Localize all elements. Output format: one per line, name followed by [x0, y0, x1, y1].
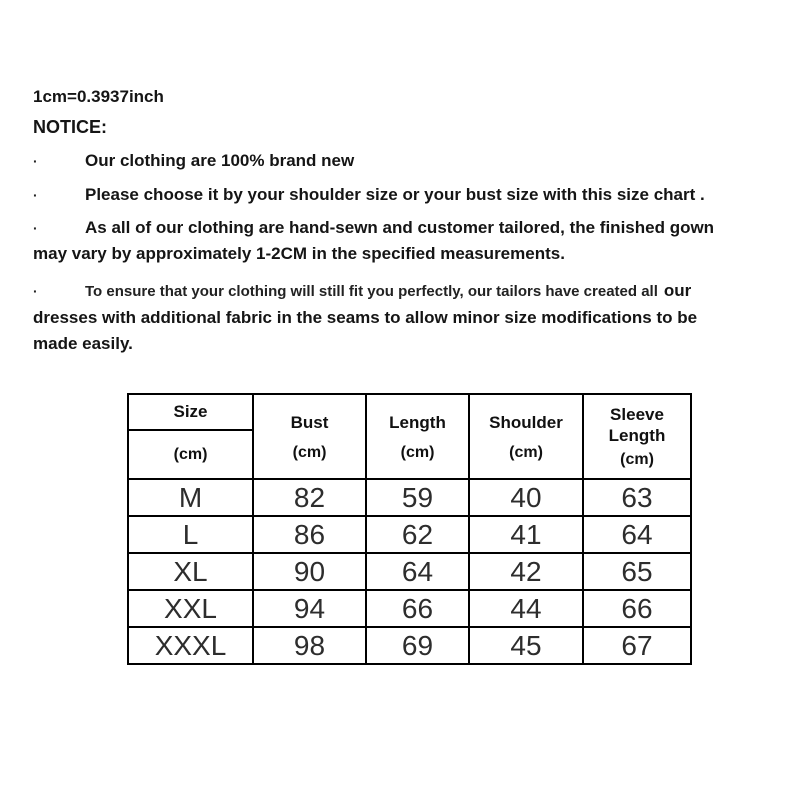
size-value: XXXL — [128, 627, 253, 664]
length-value: 62 — [366, 516, 469, 553]
shoulder-value: 40 — [469, 479, 583, 516]
table-row-m — [128, 479, 691, 516]
bullet-dot: · — [33, 283, 38, 299]
bullet-line — [33, 215, 773, 241]
header-cell-bust: Bust (cm) — [253, 394, 366, 479]
header-size-unit: (cm) — [173, 445, 208, 463]
bullet-text-small: To ensure that your clothing will still fit you perfectly, our tailors have created all our — [85, 281, 692, 300]
size-chart-table — [127, 393, 692, 665]
bust-value: 98 — [253, 627, 366, 664]
bust-value: 82 — [253, 479, 366, 516]
sleeve-length-value: 66 — [583, 590, 691, 627]
table-header-row — [128, 394, 691, 479]
bullet-item-brand-new — [33, 148, 773, 174]
bullet-line — [33, 278, 773, 305]
bullet-text: Please choose it by your shoulder size or your bust size with this size chart . — [85, 185, 705, 204]
length-value: 64 — [366, 553, 469, 590]
bullet-text: As all of our clothing are hand-sewn and customer tailored, the finished gown — [85, 218, 715, 237]
bust-value: 94 — [253, 590, 366, 627]
size-value: XXL — [128, 590, 253, 627]
bullet-item-choose-size — [33, 182, 773, 208]
size-chart-table-container — [127, 393, 692, 665]
bullet-text-tail: our — [663, 281, 692, 300]
header-cell-length: Length (cm) — [366, 394, 469, 479]
bullet-continuation-line: made easily. — [33, 334, 133, 353]
shoulder-value: 42 — [469, 553, 583, 590]
shoulder-value: 41 — [469, 516, 583, 553]
size-value: XL — [128, 553, 253, 590]
length-value: 59 — [366, 479, 469, 516]
notice-text-block — [33, 84, 773, 365]
bullet-continuation-line: dresses with additional fabric in the seams to allow minor size modifications to be — [33, 308, 698, 327]
bullet-dot: · — [33, 220, 38, 236]
header-cell-sleeve-length: Sleeve Length (cm) — [583, 394, 691, 479]
table-row-xl — [128, 553, 691, 590]
conversion-note: 1cm=0.3937inch — [33, 87, 164, 106]
sleeve-length-value: 64 — [583, 516, 691, 553]
header-cell-size — [128, 394, 253, 479]
bust-value: 90 — [253, 553, 366, 590]
size-value: L — [128, 516, 253, 553]
length-value: 69 — [366, 627, 469, 664]
shoulder-value: 45 — [469, 627, 583, 664]
length-value: 66 — [366, 590, 469, 627]
sleeve-length-value: 67 — [583, 627, 691, 664]
bullet-line — [33, 148, 773, 174]
bullet-item-extra-fabric — [33, 278, 773, 357]
bullet-continuation-line: may vary by approximately 1-2CM in the specified measurements. — [33, 244, 565, 263]
table-row-xxl — [128, 590, 691, 627]
bullet-dot: · — [33, 187, 38, 203]
sleeve-length-value: 63 — [583, 479, 691, 516]
header-size-label: Size — [129, 395, 252, 431]
bullet-item-hand-sewn — [33, 215, 773, 267]
table-row-xxxl — [128, 627, 691, 664]
shoulder-value: 44 — [469, 590, 583, 627]
bust-value: 86 — [253, 516, 366, 553]
table-row-l — [128, 516, 691, 553]
bullet-text: Our clothing are 100% brand new — [85, 151, 355, 170]
bullet-line — [33, 182, 773, 208]
header-cell-shoulder: Shoulder (cm) — [469, 394, 583, 479]
bullet-dot: · — [33, 153, 38, 169]
sleeve-length-value: 65 — [583, 553, 691, 590]
size-value: M — [128, 479, 253, 516]
notice-heading: NOTICE: — [33, 117, 107, 137]
